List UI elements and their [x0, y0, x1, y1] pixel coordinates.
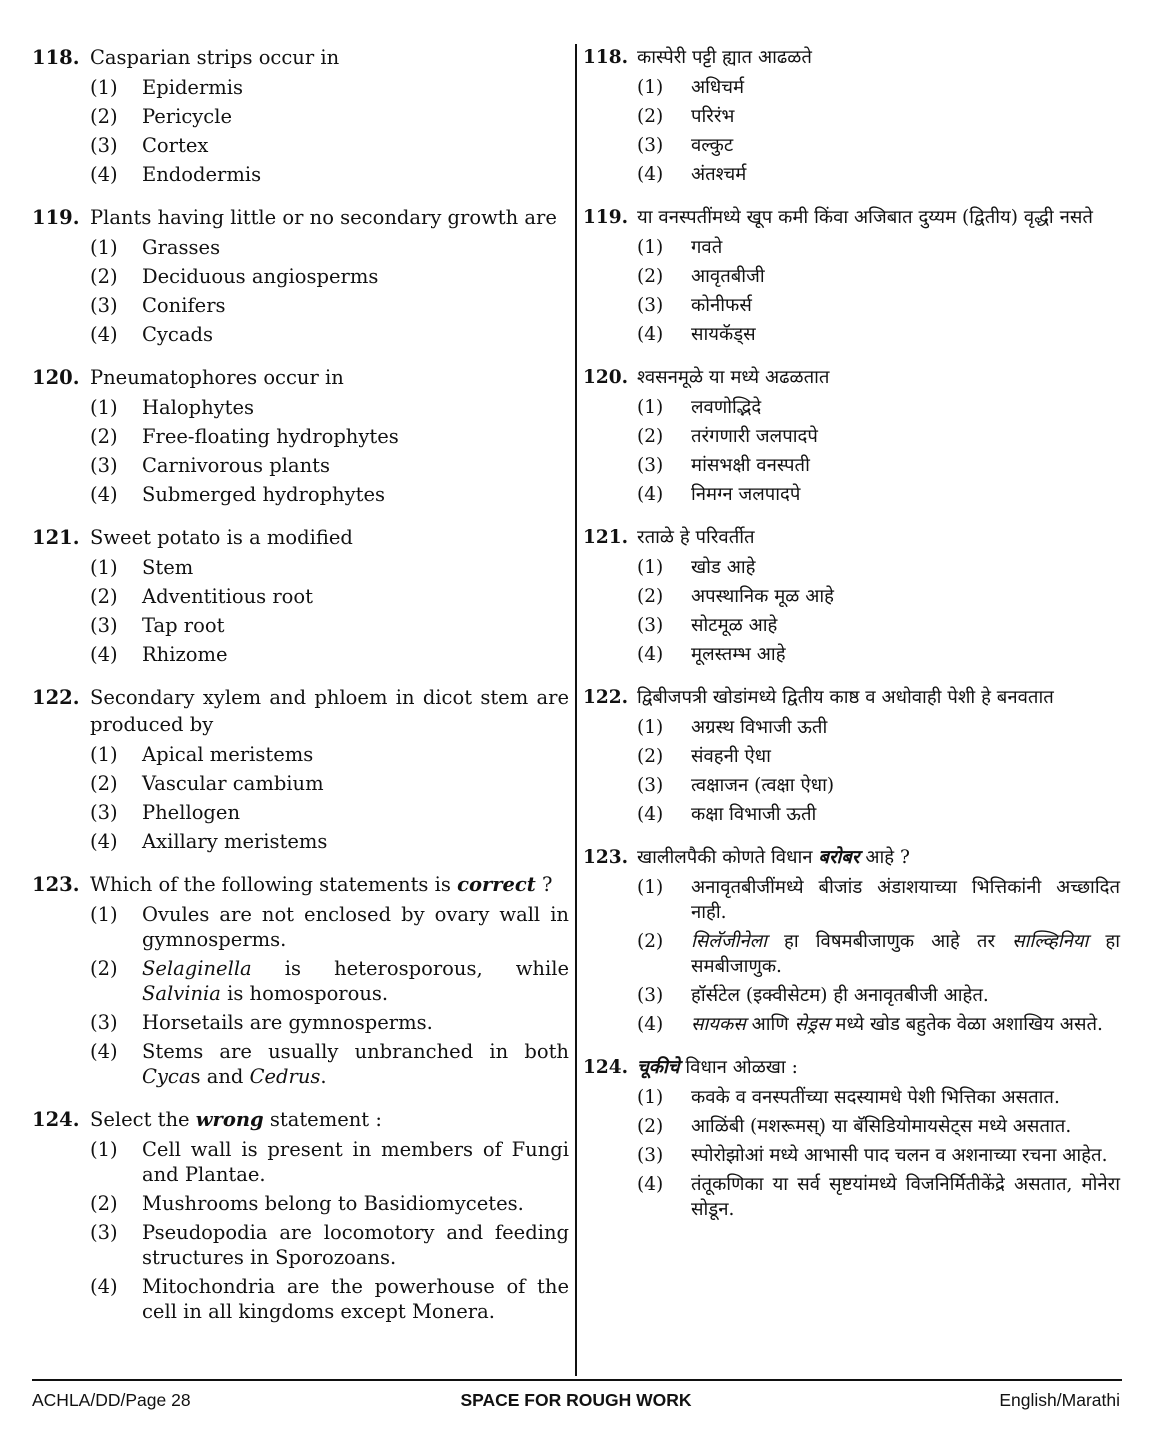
option-3: (3) Conifers: [90, 294, 226, 317]
question-text: रताळे हे परिवर्तीत: [637, 527, 755, 548]
option-4: (4) Mitochondria are the powerhouse of the cell in all kingdoms except Monera.: [90, 1275, 569, 1323]
question-text: चूकीचे विधान ओळखा :: [637, 1057, 798, 1078]
question-118-mr: [583, 44, 1120, 187]
question-number: 121.: [583, 527, 629, 548]
option-2: (2) आळिंबी (मशरूमस्) या बॅसिडियोमायसेट्स मध्ये असतात.: [637, 1116, 1072, 1137]
question-119-mr: [583, 204, 1120, 347]
option-3: (3) Pseudopodia are locomotory and feeding structures in Sporozoans.: [90, 1221, 569, 1269]
question-number: 120.: [583, 367, 629, 388]
option-2: (2) सिलॅजीनेला हा विषमबीजाणुक आहे तर साल्व्हिनिया हा समबीजाणुक.: [637, 931, 1121, 977]
option-3: (3) Horsetails are gymnosperms.: [90, 1011, 433, 1034]
option-3: (3) Carnivorous plants: [90, 454, 330, 477]
option-2: (2) Adventitious root: [90, 585, 313, 608]
question-text: द्विबीजपत्री खोडांमध्ये द्वितीय काष्ठ व अधोवाही पेशी हे बनवतात: [637, 687, 1054, 708]
option-3: (3) स्पोरोझोआं मध्ये आभासी पाद चलन व अशनाच्या रचना आहेत.: [637, 1145, 1108, 1166]
option-4: (4) Cycads: [90, 323, 213, 346]
question-number: 119.: [32, 206, 80, 229]
option-1: (1) गवते: [637, 237, 723, 258]
option-1: (1) Epidermis: [90, 76, 244, 99]
option-1: (1) अग्रस्थ विभाजी ऊती: [637, 717, 828, 738]
english-column: [32, 44, 569, 1341]
question-123-en: [32, 871, 569, 1089]
option-1: (1) Cell wall is present in members of Fungi and Plantae.: [90, 1138, 569, 1186]
option-4: (4) Endodermis: [90, 163, 262, 186]
option-1: (1) Grasses: [90, 236, 221, 259]
option-3: (3) कोनीफर्स: [637, 295, 752, 316]
marathi-column: [583, 44, 1120, 1239]
option-1: (1) अनावृतबीजींमध्ये बीजांड अंडाशयाच्या भित्तिकांनी अच्छादित नाही.: [637, 877, 1120, 923]
option-1: (1) कवके व वनस्पतींच्या सदस्यामधे पेशी भित्तिका असतात.: [637, 1087, 1060, 1108]
option-4: (4) मूलस्तम्भ आहे: [637, 644, 786, 665]
option-3: (3) हॉर्सटेल (इक्वीसेटम) ही अनावृतबीजी आहेत.: [637, 985, 989, 1006]
option-2: (2) अपस्थानिक मूळ आहे: [637, 586, 834, 607]
question-text: श्वसनमूळे या मध्ये अढळतात: [637, 367, 830, 388]
option-3: (3) वल्कुट: [637, 135, 734, 156]
option-1: (1) लवणोद्भिदे: [637, 397, 762, 418]
option-4: (4) सायकस आणि सेड्रस मध्ये खोड बहुतेक वेळा अशाखिय असते.: [637, 1014, 1103, 1035]
option-4: (4) निमग्न जलपादपे: [637, 484, 801, 505]
question-121-mr: [583, 524, 1120, 667]
option-2: (2) परिरंभ: [637, 106, 735, 127]
option-3: (3) सोटमूळ आहे: [637, 615, 778, 636]
question-number: 122.: [583, 687, 629, 708]
column-divider: [575, 44, 577, 1376]
option-2: (2) Mushrooms belong to Basidiomycetes.: [90, 1192, 524, 1215]
footer-language: English/Marathi: [999, 1390, 1120, 1410]
option-2: (2) आवृतबीजी: [637, 266, 765, 287]
option-4: (4) Rhizome: [90, 643, 228, 666]
option-2: (2) Deciduous angiosperms: [90, 265, 379, 288]
question-119-en: [32, 204, 569, 347]
question-number: 118.: [583, 47, 629, 68]
option-4: (4) Axillary meristems: [90, 830, 328, 853]
option-3: (3) Tap root: [90, 614, 225, 637]
question-text: Casparian strips occur in: [90, 46, 340, 69]
option-3: (3) Phellogen: [90, 801, 241, 824]
question-number: 122.: [32, 686, 80, 709]
question-number: 123.: [32, 873, 80, 896]
question-120-mr: [583, 364, 1120, 507]
question-118-en: [32, 44, 569, 187]
question-number: 119.: [583, 207, 629, 228]
option-2: (2) तरंगणारी जलपादपे: [637, 426, 818, 447]
option-4: (4) तंतूकणिका या सर्व सृष्टयांमध्ये विजनिर्मितीकेंद्रे असतात, मोनेरा सोडून.: [637, 1174, 1120, 1220]
question-123-mr: [583, 844, 1120, 1037]
question-text: Select the wrong statement :: [90, 1108, 382, 1131]
question-text: या वनस्पतींमध्ये खूप कमी किंवा अजिबात दुय्यम (द्वितीय) वृद्धी नसते: [637, 207, 1093, 228]
question-number: 124.: [32, 1108, 80, 1131]
question-124-mr: [583, 1054, 1120, 1222]
option-4: (4) सायकॅड्स: [637, 324, 756, 345]
option-4: (4) Stems are usually unbranched in both Cycas and Cedrus.: [90, 1040, 569, 1088]
option-2: (2) Vascular cambium: [90, 772, 324, 795]
option-1: (1) अधिचर्म: [637, 77, 745, 98]
option-4: (4) अंतश्चर्म: [637, 164, 747, 185]
question-124-en: [32, 1106, 569, 1324]
question-text: खालीलपैकी कोणते विधान बरोबर आहे ?: [637, 847, 910, 868]
option-1: (1) Stem: [90, 556, 194, 579]
question-text: कास्पेरी पट्टी ह्यात आढळते: [637, 47, 812, 68]
option-1: (1) Halophytes: [90, 396, 255, 419]
question-text: Pneumatophores occur in: [90, 366, 344, 389]
footer-rule: [32, 1379, 1122, 1381]
question-number: 123.: [583, 847, 629, 868]
question-121-en: [32, 524, 569, 667]
option-4: (4) Submerged hydrophytes: [90, 483, 386, 506]
option-1: (1) Apical meristems: [90, 743, 314, 766]
option-2: (2) संवहनी ऐधा: [637, 746, 771, 767]
option-2: (2) Free-floating hydrophytes: [90, 425, 399, 448]
option-1: (1) Ovules are not enclosed by ovary wall in gymnosperms.: [90, 903, 569, 951]
question-text: Plants having little or no secondary growth are: [90, 206, 557, 229]
question-122-mr: [583, 684, 1120, 827]
footer-rough-work: SPACE FOR ROUGH WORK: [460, 1390, 692, 1410]
question-122-en: [32, 684, 569, 854]
question-text: Which of the following statements is correct ?: [90, 873, 553, 896]
option-3: (3) मांसभक्षी वनस्पती: [637, 455, 810, 476]
option-4: (4) कक्षा विभाजी ऊती: [637, 804, 817, 825]
question-number: 118.: [32, 46, 80, 69]
footer-page-code: ACHLA/DD/Page 28: [32, 1390, 191, 1410]
option-3: (3) Cortex: [90, 134, 209, 157]
option-2: (2) Selaginella is heterosporous, while Salvinia is homosporous.: [90, 957, 569, 1005]
question-text: Secondary xylem and phloem in dicot stem are produced by: [90, 686, 569, 736]
question-text: Sweet potato is a modified: [90, 526, 353, 549]
option-1: (1) खोड आहे: [637, 557, 756, 578]
question-number: 121.: [32, 526, 80, 549]
option-3: (3) त्वक्षाजन (त्वक्षा ऐधा): [637, 775, 835, 796]
question-120-en: [32, 364, 569, 507]
question-number: 124.: [583, 1057, 629, 1078]
question-number: 120.: [32, 366, 80, 389]
option-2: (2) Pericycle: [90, 105, 232, 128]
